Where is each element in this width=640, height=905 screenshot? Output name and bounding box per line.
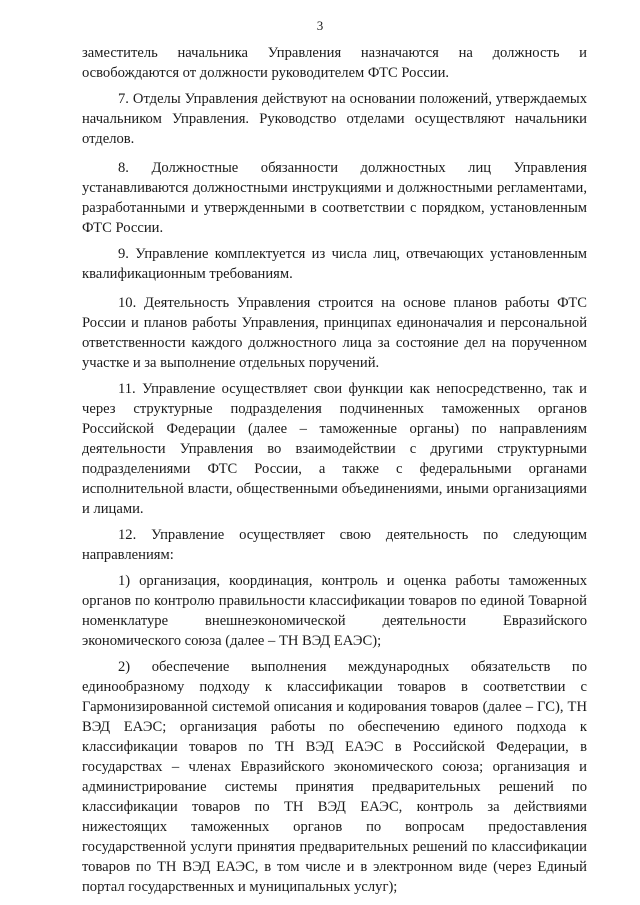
paragraph-8: 8. Должностные обязанности должностных лиц Управления устанавливаются должностными инструкциями и должностными регламентами, разработанными и утвержденными в соответствии с порядком, установленным ФТС России. bbox=[82, 160, 587, 236]
document-body bbox=[82, 43, 587, 897]
paragraph-12-item-2: 2) обеспечение выполнения международных обязательств по единообразному подходу к классификации товаров в соответствии с Гармонизированной системой описания и кодирования товаров (далее – ГС), ТН ВЭД ЕАЭС; организация работы по обеспечению единого подхода к классификации товаров по ТН ВЭД ЕАЭС в Российской Федерации, в государствах – членах Евразийского экономического союза; организация и администрирование системы принятия предварительных решений по классификации товаров по ТН ВЭД ЕАЭС, контроль за действиями нижестоящих таможенных органов по вопросам предоставления государственной услуги принятия предварительных решений по классификации товаров по ТН ВЭД ЕАЭС, в том числе и в электронном виде (через Единый портал государственных и муниципальных услуг); bbox=[82, 659, 587, 895]
paragraph-7: 7. Отделы Управления действуют на основании положений, утверждаемых начальником Управления. Руководство отделами осуществляют начальники отделов. bbox=[82, 91, 587, 147]
paragraph-10: 10. Деятельность Управления строится на основе планов работы ФТС России и планов работы Управления, принципах единоначалия и персональной ответственности каждого должностного лица за состояние дел на порученном участке и за выполнение отдельных поручений. bbox=[82, 295, 587, 371]
page-number: 3 bbox=[316, 18, 324, 33]
paragraph-11: 11. Управление осуществляет свои функции как непосредственно, так и через структурные подразделения подчиненных таможенных органов Российской Федерации (далее – таможенные органы) по направлениям деятельности Управления во взаимодействии с другими структурными подразделениями ФТС России, а также с федеральными органами исполнительной власти, общественными объединениями, иными организациями и лицами. bbox=[82, 381, 587, 517]
paragraph-continuation: заместитель начальника Управления назначаются на должность и освобождаются от должности руководителем ФТС России. bbox=[82, 45, 587, 81]
paragraph-12: 12. Управление осуществляет свою деятельность по следующим направлениям: bbox=[82, 527, 587, 563]
paragraph-12-item-1: 1) организация, координация, контроль и оценка работы таможенных органов по контролю правильности классификации товаров по единой Товарной номенклатуре внешнеэкономической деятельности Евразийского экономического союза (далее – ТН ВЭД ЕАЭС); bbox=[82, 573, 587, 649]
paragraph-9: 9. Управление комплектуется из числа лиц, отвечающих установленным квалификационным требованиям. bbox=[82, 246, 587, 282]
